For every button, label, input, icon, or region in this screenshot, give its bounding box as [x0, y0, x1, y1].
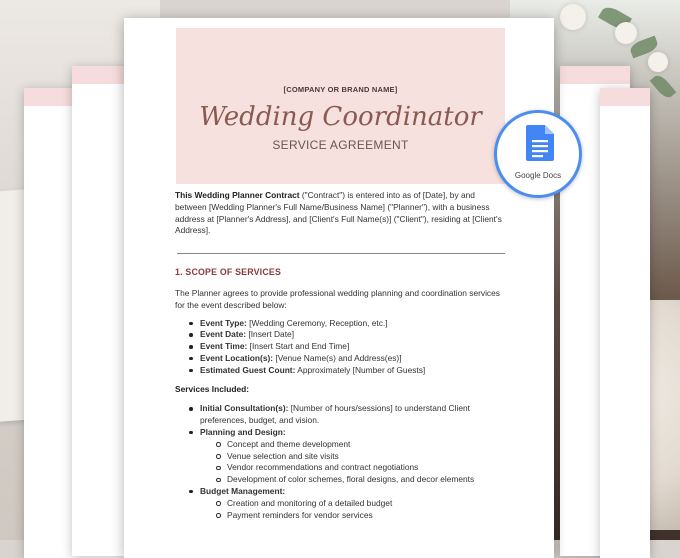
planning-sublist — [200, 439, 505, 486]
document-body — [175, 190, 505, 521]
intro-bold: This Wedding Planner Contract — [175, 190, 300, 200]
contract-page — [124, 18, 554, 558]
list-item: Development of color schemes, floral designs, and decor elements — [227, 474, 505, 486]
flower-decoration — [615, 22, 637, 44]
google-docs-label: Google Docs — [514, 171, 562, 180]
services-list — [175, 403, 505, 521]
budget-sublist — [200, 498, 505, 522]
list-item: Planning and Design: Concept and theme development Venue selection and site visits Vendor recommendations and contract negotiations Development of color schemes, floral designs, and decor elements — [200, 427, 505, 486]
google-docs-badge — [494, 110, 582, 198]
brand-placeholder: [COMPANY OR BRAND NAME] — [283, 85, 398, 94]
divider — [177, 253, 505, 254]
list-item: Estimated Guest Count: Approximately [Number of Guests] — [200, 365, 505, 377]
list-item: Budget Management: Creation and monitoring of a detailed budget Payment reminders for vendor services — [200, 486, 505, 521]
template-page-back-right — [600, 88, 650, 558]
list-item: Concept and theme development — [227, 439, 505, 451]
section-title-scope: 1. SCOPE OF SERVICES — [175, 267, 282, 278]
list-item: Event Location(s): [Venue Name(s) and Address(es)] — [200, 353, 505, 365]
scope-paragraph: The Planner agrees to provide professional wedding planning and coordination services for the event described below: — [175, 287, 500, 310]
list-item: Venue selection and site visits — [227, 451, 505, 463]
intro-text: ("Contract") is entered into as of [Date], by and between [Wedding Planner's Full Name/Business Name] ("Planner"), with a business address at [Planner's Address], and [Client's Full Name(s)] ("Client"), residing at [Client's Address]. — [175, 190, 502, 236]
services-heading: Services Included: — [175, 383, 250, 394]
document-title: Wedding Coordinator — [199, 102, 482, 132]
list-item: Event Date: [Insert Date] — [200, 329, 505, 341]
document-subtitle: SERVICE AGREEMENT — [272, 138, 409, 152]
intro-paragraph — [175, 190, 505, 237]
event-details-list — [175, 318, 505, 377]
list-item: Event Type: [Wedding Ceremony, Reception, etc.] — [200, 318, 505, 330]
flower-decoration — [648, 52, 668, 72]
list-item: Initial Consultation(s): [Number of hours/sessions] to understand Client preferences, budget, and vision. — [200, 403, 505, 427]
document-header — [176, 28, 505, 184]
flower-decoration — [560, 4, 586, 30]
list-item: Vendor recommendations and contract negotiations — [227, 462, 505, 474]
list-item: Payment reminders for vendor services — [227, 510, 505, 522]
list-item: Event Time: [Insert Start and End Time] — [200, 341, 505, 353]
google-docs-icon — [526, 125, 554, 161]
list-item: Creation and monitoring of a detailed budget — [227, 498, 505, 510]
